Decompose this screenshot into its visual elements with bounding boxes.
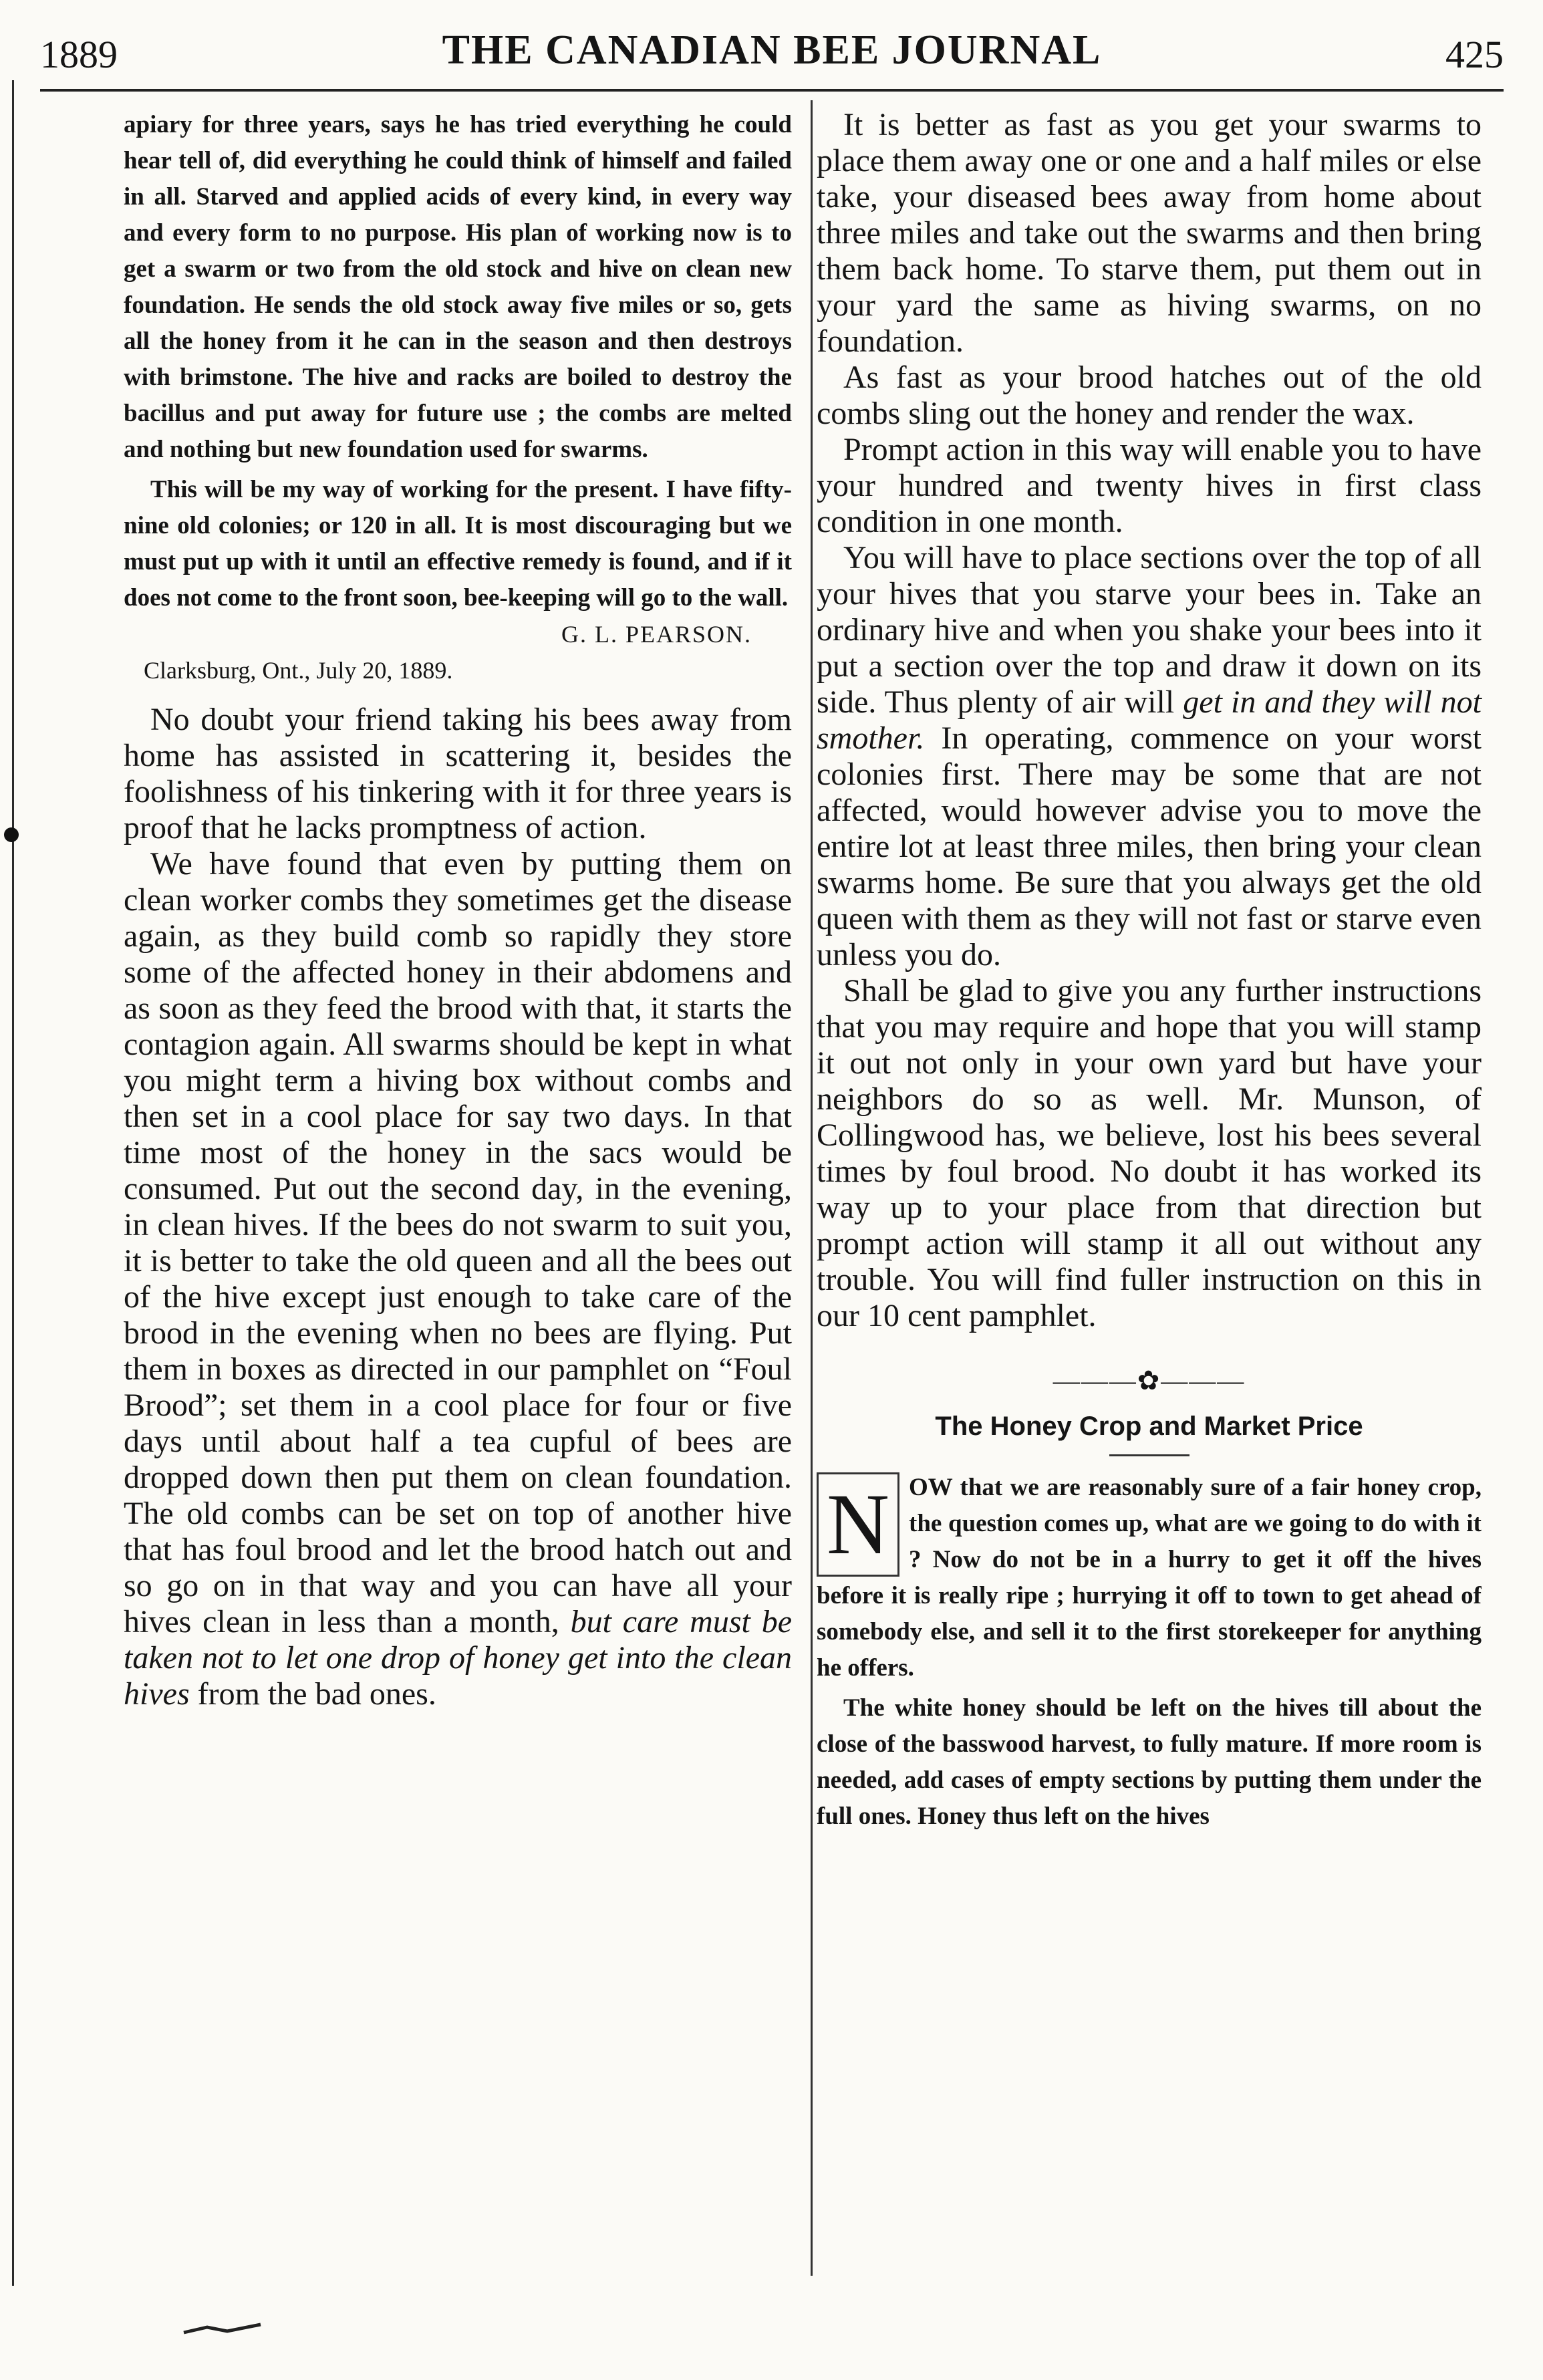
ink-dot [4, 827, 19, 842]
article-intro [817, 1470, 1482, 1686]
reply-paragraph-2-italic: but care must be taken not to let one drop of honey get into the clean hives [124, 1604, 793, 1712]
header-rule [40, 89, 1504, 92]
reply-paragraph-5: Prompt action in this way will enable you to have your hundred and twenty hives in first class condition in one month. [817, 432, 1482, 539]
article-paragraph-1: OW that we are reasonably sure of a fair honey crop, the question comes up, what are we going to do with it ? Now do not be in a hurry to get it off the hives before it is really ripe ; hurrying it off to town to get ahead of somebody else, and sell it to the first storekeeper for anything he offers. [817, 1474, 1482, 1682]
letter-paragraph-1: apiary for three years, says he has tried everything he could hear tell of, did everything he could think of himself and failed in all. Starved and applied acids of every kind, in every way and every form to no purpose. His plan of working now is to get a swarm or two from the old stock and hive on clean new foundation. He sends the old stock away five miles or so, gets all the honey from it he can in the season and then destroys with brimstone. The hive and racks are boiled to destroy the bacillus and put away for future use ; the combs are melted and nothing but new foundation used for swarms. [124, 111, 792, 463]
reply-paragraph-6 [817, 540, 1482, 973]
header-year: 1889 [40, 33, 118, 76]
reply-paragraph-2 [124, 846, 792, 1712]
reply-paragraph-6-text-a: You will have to place sections over the top of all your hives that you starve your bees in. Take an ordinary hive and when you shake your bees into it put a section over the top and draw it down on its side. Thus plenty of air will [817, 540, 1482, 720]
column-divider [811, 100, 813, 2276]
reply-paragraph-2-text: We have found that even by putting them on clean worker combs they sometimes get the disease again, as they build comb so rapidly they store some of the affected honey in their abdomens and as soon as they feed the brood with that, it starts the contagion again. All swarms should be kept in what you might term a hiving box without combs and then set in a cool place for say two days. In that time most of the honey in the sacs would be consumed. Put out the second day, in the evening, in clean hives. If the bees do not swarm to suit you, it is better to take the old queen and all the bees out of the hive except just enough to take care of the brood in the evening when no bees are flying. Put them in boxes as directed in our pamphlet on “Foul Brood”; set them in a cool place for four or five days until about half a tea cupful of bees are dropped down then put them on clean foundation. The old combs can be set on top of another hive that has foul brood and let the brood hatch out and so go on in that way and you can have all your hives clean in less than a month, [124, 846, 792, 1639]
letter-paragraph-2: This will be my way of working for the present. I have fifty-nine old colonies; or 120 in all. It is most discouraging but we must put up with it until an effective remedy is found, and if it does not come to the front soon, bee-keeping will go to the wall. [124, 476, 792, 612]
page-number: 425 [1445, 33, 1504, 76]
reply-paragraph-7: Shall be glad to give you any further instructions that you may require and hope that you will stamp it out not only in your own yard but have your neighbors do so as well. Mr. Munson, of Collingwood has, we believe, lost his bees several times by foul brood. No doubt it has worked its way up to your place from that direction but prompt action will stamp it all out without any trouble. You will find fuller instruction on this in our 10 cent pamphlet. [817, 973, 1482, 1333]
letter-place-date: Clarksburg, Ont., July 20, 1889. [144, 657, 453, 684]
title-rule [1109, 1454, 1189, 1456]
letter-signature: G. L. PEARSON. [561, 621, 752, 648]
section-ornament: ———✿——— [1053, 1365, 1246, 1396]
right-column [817, 107, 1482, 1835]
drop-cap: N [817, 1472, 899, 1577]
reply-paragraph-6-text-b: In operating, commence on your worst colonies first. There may be some that are not affected, would however advise you to move the entire lot at least three miles, then bring your clean swarms home. Be sure that you always get the old queen with them as they will not fast or starve even unless you do. [817, 720, 1482, 972]
journal-title: THE CANADIAN BEE JOURNAL [442, 27, 1102, 73]
reply-paragraph-6-italic: get in and they will not smother. [817, 684, 1482, 756]
left-column [124, 107, 792, 1712]
reply-paragraph-4: As fast as your brood hatches out of the old combs sling out the honey and render the wax. [817, 360, 1482, 431]
reply-paragraph-1: No doubt your friend taking his bees away from home has assisted in scattering it, besides the foolishness of his tinkering with it for three years is proof that he lacks promptness of action. [124, 702, 792, 845]
left-margin-rule [12, 80, 14, 2286]
reply-paragraph-2-end: from the bad ones. [197, 1676, 436, 1712]
ink-smudge [180, 2312, 267, 2339]
section-title: The Honey Crop and Market Price [935, 1412, 1363, 1441]
page-header [40, 27, 1504, 107]
article-paragraph-2: The white honey should be left on the hives till about the close of the basswood harvest, to fully mature. If more room is needed, add cases of empty sections by putting them under the full ones. Honey thus left on the hives [817, 1694, 1482, 1830]
reply-paragraph-3: It is better as fast as you get your swarms to place them away one or one and a half miles or else take, your diseased bees away from home about three miles and take out the swarms and then bring them back home. To starve them, put them out in your yard the same as hiving swarms, on no foundation. [817, 107, 1482, 359]
